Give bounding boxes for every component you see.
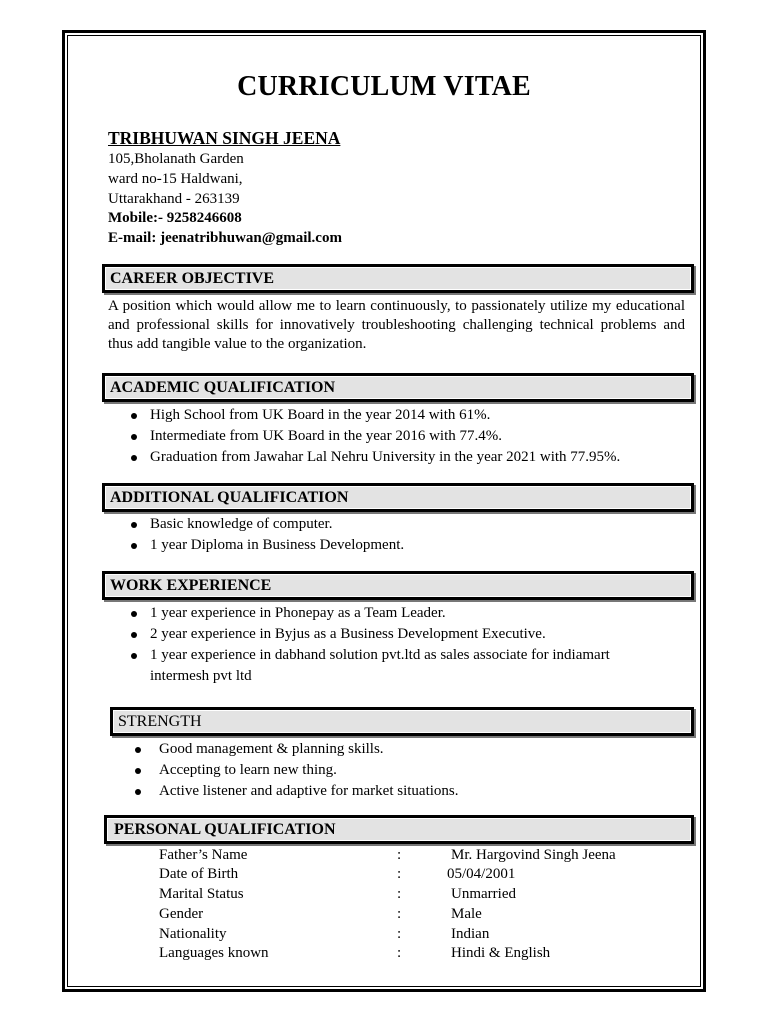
personal-value-father: Mr. Hargovind Singh Jeena [451,847,616,863]
list-item: Active listener and adaptive for market situations. [159,781,459,802]
personal-label-dob: Date of Birth [159,866,239,882]
personal-label-nationality: Nationality [159,926,227,942]
strength-list [159,739,459,802]
list-item: 1 year experience in Phonepay as a Team Leader. [150,603,610,624]
list-item: 1 year Diploma in Business Development. [150,535,404,556]
academic-list [150,405,620,468]
list-item: 1 year experience in dabhand solution pvt.ltd as sales associate for indiamart [150,645,610,666]
list-item: Graduation from Jawahar Lal Nehru University in the year 2021 with 77.95%. [150,447,620,468]
personal-value-marital: Unmarried [451,886,516,902]
address-line-3: Uttarakhand - 263139 [108,191,240,207]
section-heading-academic: ACADEMIC QUALIFICATION [102,373,694,402]
applicant-name: TRIBHUWAN SINGH JEENA [108,128,341,148]
section-heading-personal: PERSONAL QUALIFICATION [104,815,694,844]
personal-separator: : [397,945,402,961]
personal-value-nationality: Indian [451,926,490,942]
list-item: Accepting to learn new thing. [159,760,459,781]
list-item: Basic knowledge of computer. [150,514,404,535]
address-line-2: ward no-15 Haldwani, [108,171,243,187]
personal-separator: : [397,886,402,902]
personal-separator: : [397,847,402,863]
list-item: High School from UK Board in the year 2014 with 61%. [150,405,620,426]
mobile-number: Mobile:- 9258246608 [108,210,242,226]
personal-separator: : [397,866,402,882]
address-line-1: 105,Bholanath Garden [108,151,244,167]
personal-separator: : [397,926,402,942]
list-item: Intermediate from UK Board in the year 2016 with 77.4%. [150,426,620,447]
additional-list [150,514,404,556]
personal-label-marital: Marital Status [159,886,244,902]
section-heading-career-objective: CAREER OBJECTIVE [102,264,694,293]
email-address: E-mail: jeenatribhuwan@gmail.com [108,230,342,246]
personal-label-languages: Languages known [159,945,269,961]
personal-label-gender: Gender [159,906,204,922]
list-item: 2 year experience in Byjus as a Business Development Executive. [150,624,610,645]
list-item: Good management & planning skills. [159,739,459,760]
career-objective-text: A position which would allow me to learn continuously, to passionately utilize my educational and professional skills for innovatively troubleshooting challenging technical problems and thus add tangible value to the organization. [108,298,685,352]
document-title: CURRICULUM VITAE [237,71,531,102]
personal-value-languages: Hindi & English [451,945,551,961]
section-heading-additional: ADDITIONAL QUALIFICATION [102,483,694,512]
section-heading-strength: STRENGTH [110,707,694,736]
section-heading-work-experience: WORK EXPERIENCE [102,571,694,600]
personal-separator: : [397,906,402,922]
personal-label-father: Father’s Name [159,847,248,863]
personal-value-gender: Male [451,906,482,922]
list-item-continued: intermesh pvt ltd [150,668,252,684]
personal-value-dob: 05/04/2001 [447,866,516,882]
work-list [150,603,610,687]
